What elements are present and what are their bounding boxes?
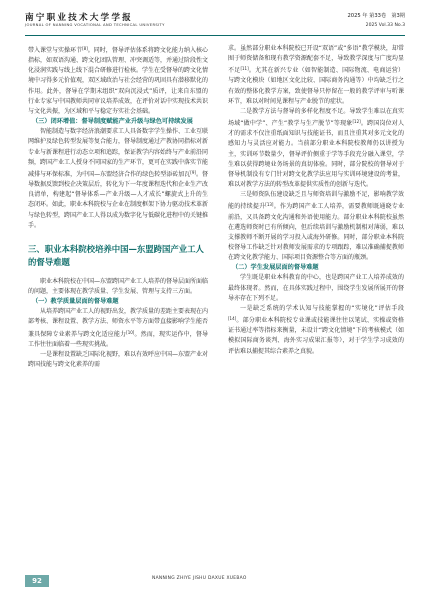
paragraph-text: 三是师资队伍建设缺乏且与师资培训与激励不足，影响教学效能的持续提升 [228, 191, 404, 211]
paragraph-text: 。然而，现实运作中，督导工作往往面临着一些现实挑战。 [28, 330, 208, 348]
paragraph-text: 一是缺乏系统的学术认知与技能掌握的“实境化”评估手段 [240, 304, 404, 312]
paragraph-text: 。作为跨国产业工人培养，需要教师既通晓专业前沿，又具备跨文化沟通和外语使用能力。部分职业本科院校虽然在遴选师资时已有所倾向，但后续培训与激励机制相对薄弱，难以支撑教师不断开展的学习投入或海外研修。同时，部分职业本科院校督导工作缺乏针对教师发展需求的专项跟踪，难以准确捕捉教师在跨文化教学能力、国际项目资源整合等方面的瓶颈。 [228, 203, 404, 262]
journal-title-cn: 南宁职业技术大学学报 [25, 13, 133, 23]
subsection-heading: （二）学生发展层面的督导难题 [232, 264, 319, 272]
running-footer: NANNING ZHIYE JISHU DAXUE XUEBAO [152, 576, 247, 581]
paragraph-text: 智能制造与数字经济浪潮要求工人具备数字学生操作、工业互联网维护及绿色转型发展等复合能力，督导制度通过产教协同指标对新专业与新课程进行动态立项和追踪，保证教学内容始终与产业前沿同频，跨国产业工人授身不同国家的生产环节，更可在实践中落实节能减排与环保标准，为中国—东盟经济合作的绿色转型添砖加瓦 [28, 128, 209, 178]
citation-ref[interactable]: [12] [352, 119, 361, 125]
citation-ref[interactable]: [9] [190, 169, 196, 175]
paragraph: 一是课程设置缺乏国际化视野，难以有效呼应中国—东盟产业对跨国技能与跨文化素养的需 [28, 350, 209, 369]
citation-ref[interactable]: [11] [240, 66, 249, 72]
right-column [228, 44, 404, 357]
paragraph: 职业本科院校在中国—东盟跨国产业工人培养的督导层面所面临的问题，主要体现在教学质量、学生发展、管理与支持三方面。 [28, 277, 209, 295]
journal-title-en: JOURNAL OF NANNING VOCATIONAL AND TECHNICAL UNIVERSITY [25, 23, 165, 27]
paragraph [28, 307, 208, 350]
paragraph-text: 。部分职业本科院校专业课或技能课往往以笔试、实操或资格证书通过率等指标来衡量，未设计“跨文化情境”下的考核模式（如模拟国际商务谈判、海外实习成果汇报等），对于学生学习成效的评估难以捕捉其综合素养之真貌。 [228, 317, 404, 355]
volume-label-en: 2025 Vol.33 No.3 [365, 23, 405, 28]
paragraph [228, 107, 404, 190]
page-number: 92 [25, 575, 49, 587]
paragraph [228, 304, 404, 357]
citation-ref[interactable]: [14] [228, 316, 237, 322]
section-heading: 三、职业本科院校培养中国—东盟跨国产业工人的督导难题 [28, 243, 204, 267]
paragraph [28, 44, 208, 117]
citation-ref[interactable]: [8] [82, 46, 88, 51]
paragraph-text: 带入课堂与实操环节 [28, 47, 83, 54]
paragraph-text: 。督导数据反馈到校企决策层后，转化为下一年度课程迭代和企业生产改良清单，构建起“督导体系—产业升级—人才成长”螺旋式上升的生态闭环。如此，职业本科院校与企业在制度框架下协力驱动技术革新与绿色转型，跨国产业工人得以成为数字化与低碳化进程中的关键推手。 [28, 170, 209, 229]
issue-label-cn: 2025 年 第33卷 第3期 [347, 13, 405, 19]
paragraph [228, 44, 404, 107]
paragraph: 学生既是职业本科教育的中心，也是跨国产业工人培养成效的最终体现者。然而，在具体实践过程中，围绕学生发展所展开的督导亦存在下列不足。 [228, 274, 404, 302]
paragraph-text: 从培养跨国产业工人的视野出发，教学质量的差距主要表现在内部考核、课程设置、教学方法、师资水平等方面带直接影响学生能否兼具保障专业素养与跨文化适应能力 [28, 308, 209, 338]
citation-ref[interactable]: [13] [265, 202, 274, 208]
paragraph-text: 。尤其在新兴专业（如智能制造、国际物流、电商运营）与跨文化模块（如地区文化比较、国际商务沟通等）中均缺乏行之有效的整体化教学方案，致使督导只停留在一般的教学评审与听课环节，难以对时间见课程与产业脱节的症状。 [228, 67, 404, 105]
paragraph [28, 127, 208, 231]
paragraph-text: 二是教学方法与督导的多样化程度不足。导致学生难以在真实场域“做中学”、产生“教学与生产脱节”等现象 [228, 107, 404, 128]
subsection-heading: （一）教学质量层面的督导难题 [32, 298, 119, 306]
header-divider [25, 35, 405, 36]
paragraph-text: 。跨国岗位对人才的需求不仅注重纸面知识与技能证书，而且注重其对多元文化的感知力与灵活应对能力。当前部分职业本科院校教师仍以讲授为主，实训环节数量少，督导评价侧重于学等手段充分融入课堂，学生难以获得跨境业务场景的真切体验。同时，部分院校的督导对于督导机制没有专门针对跨文化教学法应用与实训环境建设的考量，难以对教学方法的转型改革提供实质性的创新与迭代。 [228, 120, 404, 189]
paragraph-text: 。同时，督导评估体系将跨文化能力纳入核心指标，如双语沟通、跨文化团队管理、冲突调适等，并通过阶段性文化浸润实践与线上线下混合研修进行检核。学生在受督导的跨文化情境中习得多元价值观，双区域政治与社会经营的巩固具有潜移默化的作用。此外，督导在学期末组织“双向沉浸式”质评，让来自东盟的行业专家与中国教师共同审议培养成效，在评价对话中实现技术共识与文化共振，为区域和平与稳定夯实社会基础。 [28, 47, 209, 115]
left-column [28, 44, 208, 370]
paragraph [228, 190, 404, 263]
paragraph-text: 求。虽然部分职业本科院校已开设“双语”或“多语”教学模块，却常囿于师资储备和现有教学资源配套不足，导致教学深度与广度均显不足 [228, 45, 404, 75]
citation-ref[interactable]: [10] [126, 329, 135, 335]
page-header [25, 11, 405, 33]
subsection-heading: （三）闭环增值：督导制度赋能产业升级与绿色可持续发展 [32, 118, 193, 126]
